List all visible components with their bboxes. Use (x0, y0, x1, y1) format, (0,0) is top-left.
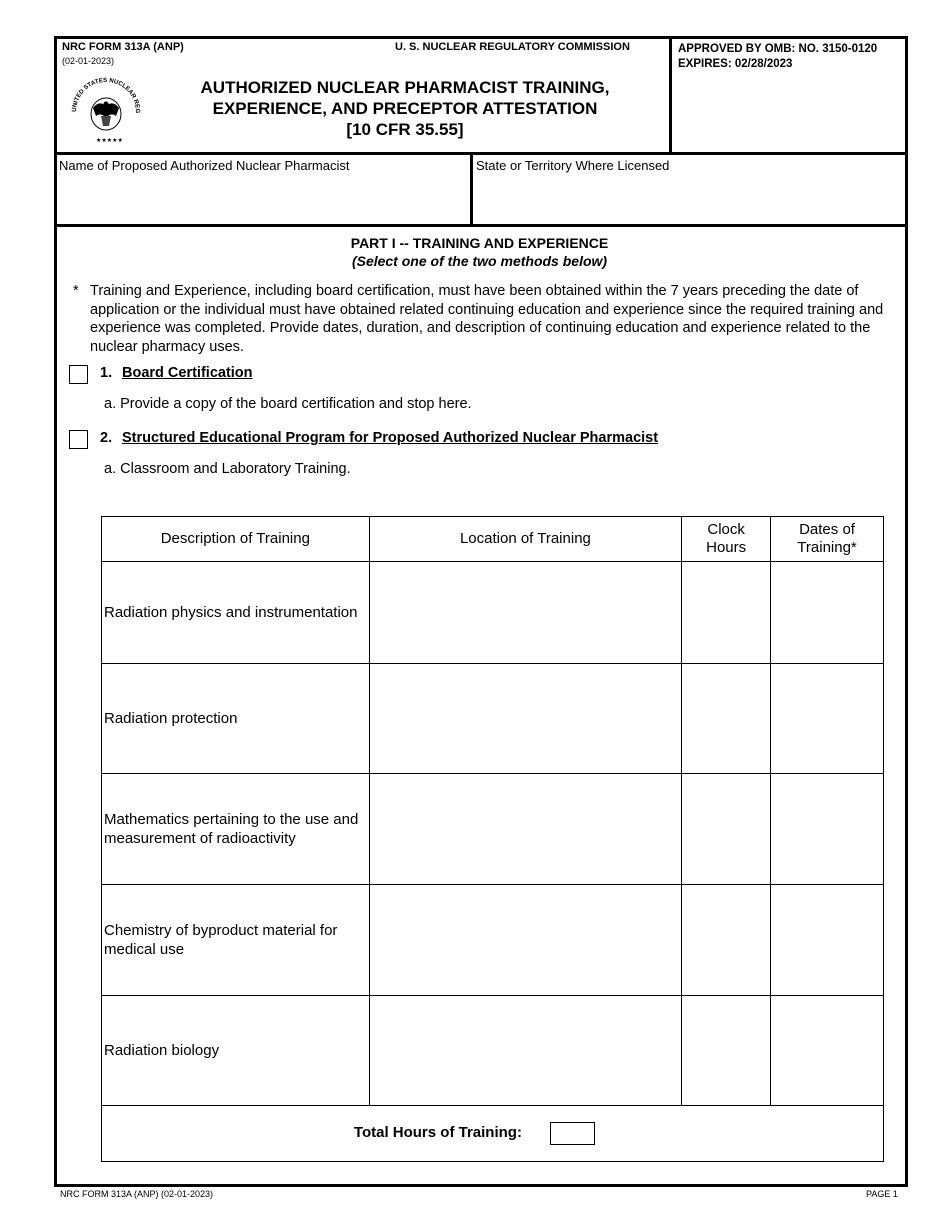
state-label: State or Territory Where Licensed (476, 158, 670, 173)
state-input[interactable] (476, 176, 900, 221)
option2-subitem: a. Classroom and Laboratory Training. (104, 461, 351, 477)
footer-page: PAGE 1 (866, 1189, 898, 1199)
expiration-date: EXPIRES: 02/28/2023 (678, 58, 793, 70)
note-marker: * (73, 283, 79, 299)
table-row (102, 664, 884, 774)
svg-text:★★★★★: ★★★★★ (96, 138, 123, 144)
row-location-input[interactable] (369, 774, 682, 885)
header-dates-line-2: Training* (797, 539, 857, 556)
header-description: Description of Training (102, 517, 370, 562)
form-number: NRC FORM 313A (ANP) (62, 41, 184, 53)
option2-number: 2. (100, 430, 113, 446)
fields-divider (470, 152, 473, 227)
row-dates-input[interactable] (771, 562, 884, 664)
header-location: Location of Training (369, 517, 682, 562)
form-title-line-1: AUTHORIZED NUCLEAR PHARMACIST TRAINING, (200, 78, 610, 97)
total-cell (102, 1106, 884, 1162)
table-row (102, 996, 884, 1106)
header-dates-line-1: Dates of (799, 521, 855, 538)
table-row (102, 562, 884, 664)
total-row (102, 1106, 884, 1162)
header-dates (771, 517, 884, 562)
row-hours-input[interactable] (682, 562, 771, 664)
header-clock-hours (682, 517, 771, 562)
name-input[interactable] (58, 176, 468, 221)
omb-block (678, 42, 877, 72)
header-divider (669, 36, 672, 153)
header-bottom-rule (54, 152, 908, 155)
row-description: Radiation protection (102, 664, 370, 774)
fields-bottom-rule (54, 224, 908, 227)
part1-subheading: (Select one of the two methods below) (351, 253, 608, 269)
form-title-line-2: EXPERIENCE, AND PRECEPTOR ATTESTATION (212, 99, 598, 118)
row-description: Radiation physics and instrumentation (102, 562, 370, 664)
training-table (101, 516, 884, 1162)
row-dates-input[interactable] (771, 885, 884, 996)
note-text: Training and Experience, including board certification, must have been obtained within the 7 years preceding the date of application or the individual must have obtained related continuing education and experience since the required training and experience was completed. Provide dates, duration, and description of continuing education and experience related to the nuclear pharmacy uses. (90, 283, 884, 355)
total-hours-input[interactable] (550, 1122, 595, 1145)
svg-text:UNITED STATES NUCLEAR REGULATO: UNITED STATES NUCLEAR REG (70, 76, 142, 114)
form-title (160, 77, 650, 140)
table-header-row (102, 517, 884, 562)
row-description: Chemistry of byproduct material for medical use (102, 885, 370, 996)
header-clock-hours-line-1: Clock (707, 521, 745, 538)
row-hours-input[interactable] (682, 996, 771, 1106)
form-date: (02-01-2023) (62, 56, 115, 66)
table-row (102, 774, 884, 885)
header-clock-hours-line-2: Hours (706, 539, 747, 556)
form-title-line-3: [10 CFR 35.55] (346, 120, 464, 139)
row-hours-input[interactable] (682, 664, 771, 774)
row-location-input[interactable] (369, 562, 682, 664)
structured-program-title: Structured Educational Program for Proposed Authorized Nuclear Pharmacist (122, 430, 659, 446)
agency-name: U. S. NUCLEAR REGULATORY COMMISSION (395, 41, 630, 53)
row-hours-input[interactable] (682, 885, 771, 996)
row-dates-input[interactable] (771, 774, 884, 885)
row-location-input[interactable] (369, 885, 682, 996)
structured-program-checkbox[interactable] (69, 430, 88, 449)
row-location-input[interactable] (369, 996, 682, 1106)
row-dates-input[interactable] (771, 664, 884, 774)
option1-instruction: a. Provide a copy of the board certification and stop here. (104, 396, 472, 412)
row-description: Mathematics pertaining to the use and measurement of radioactivity (102, 774, 370, 885)
part1-heading-block (57, 234, 902, 270)
board-certification-title: Board Certification (122, 365, 253, 381)
nrc-seal (66, 72, 146, 150)
row-description: Radiation biology (102, 996, 370, 1106)
row-location-input[interactable] (369, 664, 682, 774)
option1-number: 1. (100, 365, 113, 381)
table-row (102, 885, 884, 996)
total-hours-label: Total Hours of Training: (353, 1124, 522, 1142)
footer-form-ref: NRC FORM 313A (ANP) (02-01-2023) (60, 1189, 214, 1199)
part1-heading: PART I -- TRAINING AND EXPERIENCE (350, 235, 609, 251)
omb-approval: APPROVED BY OMB: NO. 3150-0120 (678, 43, 878, 55)
name-label: Name of Proposed Authorized Nuclear Pharmacist (59, 158, 350, 173)
row-dates-input[interactable] (771, 996, 884, 1106)
board-certification-checkbox[interactable] (69, 365, 88, 384)
row-hours-input[interactable] (682, 774, 771, 885)
